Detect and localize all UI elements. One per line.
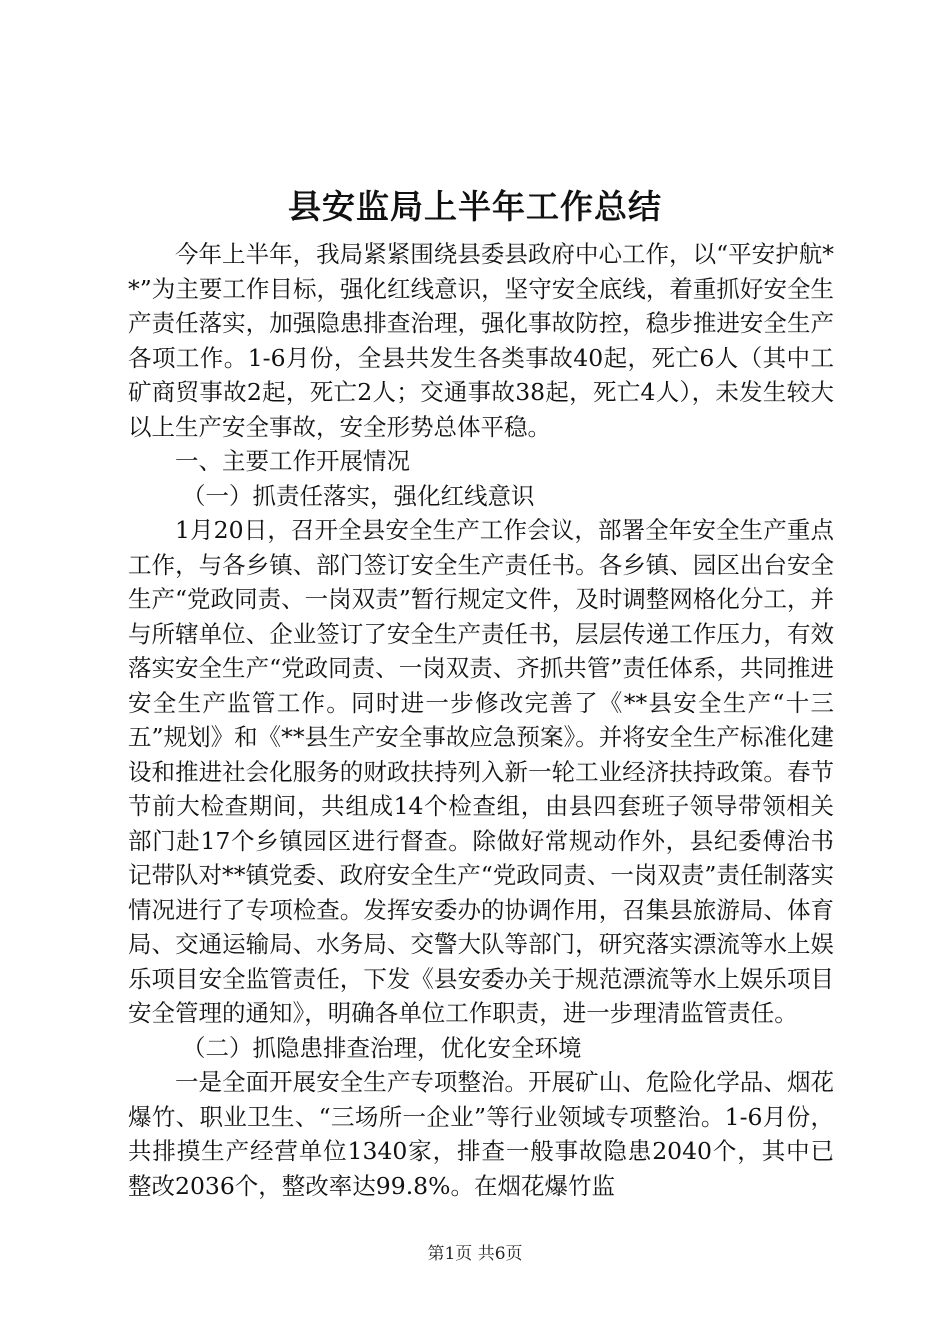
subsection-body-1: 1月20日，召开全县安全生产工作会议，部署全年安全生产重点工作，与各乡镇、部门签订安全生产责任书。各乡镇、园区出台安全生产“党政同责、一岗双责”暂行规定文件，及时调整网格化分工，并与所辖单位、企业签订了安全生产责任书，层层传递工作压力，有效落实安全生产“党政同责、一岗双责、齐抓共管”责任体系，共同推进安全生产监管工作。同时进一步修改完善了《**县安全生产“十三五”规划》和《**县生产安全事故应急预案》。并将安全生产标准化建设和推进社会化服务的财政扶持列入新一轮工业经济扶持政策。春节节前大检查期间，共组成14个检查组，由县四套班子领导带领相关部门赴17个乡镇园区进行督查。除做好常规动作外，县纪委傅治书记带队对**镇党委、政府安全生产“党政同责、一岗双责”责任制落实情况进行了专项检查。发挥安委办的协调作用，召集县旅游局、体育局、交通运输局、水务局、交警大队等部门，研究落实漂流等水上娱乐项目安全监管责任，下发《县安委办关于规范漂流等水上娱乐项目安全管理的通知》，明确各单位工作职责，进一步理清监管责任。 <box>128 516 834 1027</box>
section-heading: 一、主要工作开展情况 <box>175 447 410 475</box>
subsection-body-2: 一是全面开展安全生产专项整治。开展矿山、危险化学品、烟花爆竹、职业卫生、“三场所一企业”等行业领域专项整治。1-6月份，共排摸生产经营单位1340家，排查一般事故隐患2040个，其中已整改2036个，整改率达99.8%。在烟花爆竹监 <box>128 1068 834 1200</box>
subsection-heading-1: （一）抓责任落实，强化红线意识 <box>182 481 535 510</box>
page-footer: 第1页 共6页 <box>427 1244 523 1264</box>
subsection-heading-2: （二）抓隐患排查治理，优化安全环境 <box>182 1033 582 1062</box>
document-body <box>128 237 834 1203</box>
document-title: 县安监局上半年工作总结 <box>288 187 662 226</box>
intro-paragraph: 今年上半年，我局紧紧围绕县委县政府中心工作，以“平安护航**”为主要工作目标，强化红线意识，坚守安全底线，着重抓好安全生产责任落实，加强隐患排查治理，强化事故防控，稳步推进安全生产各项工作。1-6月份，全县共发生各类事故40起，死亡6人（其中工矿商贸事故2起，死亡2人；交通事故38起，死亡4人），未发生较大以上生产安全事故，安全形势总体平稳。 <box>128 240 834 441</box>
